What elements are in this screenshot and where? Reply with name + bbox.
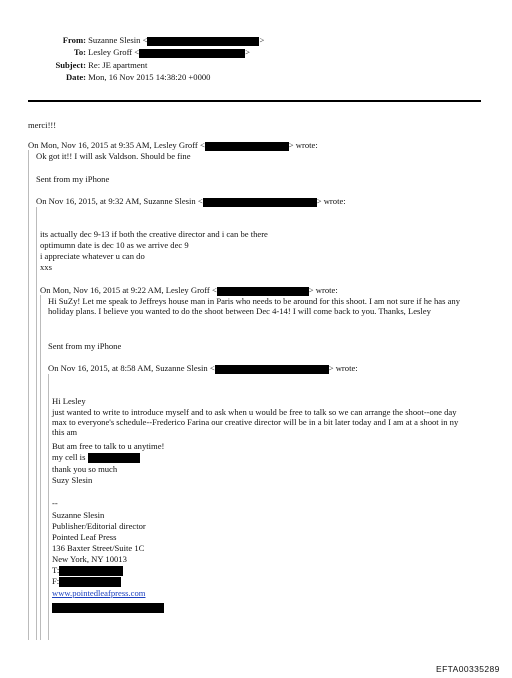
reply-text: merci!!! (28, 120, 57, 130)
redaction-block (59, 566, 123, 576)
quote-4-name: Suzy Slesin (52, 475, 93, 485)
quote-4-greeting: Hi Lesley (52, 396, 86, 406)
quote-header-3-text: On Mon, Nov 16, 2015 at 9:22 AM, Lesley Groff < (40, 285, 217, 295)
quote-bar-1 (28, 150, 29, 640)
redaction-block (139, 49, 245, 58)
header-subject-row (40, 60, 147, 70)
phone-label: T: (52, 565, 60, 575)
quote-header-4 (48, 363, 358, 374)
header-from-row (40, 35, 264, 46)
close-bracket: > (245, 47, 250, 57)
signature-address-1: 136 Baxter Street/Suite 1C (52, 543, 145, 553)
quote-bar-3 (40, 295, 41, 640)
quote-4-thanks: thank you so much (52, 464, 118, 474)
signature-dash: -- (52, 498, 58, 508)
quote-bar-2 (36, 207, 37, 640)
redaction-block (88, 453, 140, 463)
quote-2-line-1: its actually dec 9-13 if both the creative director and i can be there (40, 229, 268, 239)
quote-2-line-2: optimumn date is dec 10 as we arrive dec 9 (40, 240, 189, 250)
header-date-row (40, 72, 210, 82)
quote-bar-4 (48, 374, 49, 640)
from-label: From: (62, 35, 86, 45)
subject-label: Subject: (55, 60, 86, 70)
redaction-block (215, 365, 329, 374)
signature-title: Publisher/Editorial director (52, 521, 146, 531)
cell-label: my cell is (52, 452, 86, 462)
signature-name: Suzanne Slesin (52, 510, 105, 520)
quote-1-sent: Sent from my iPhone (36, 174, 110, 184)
redaction-block (52, 603, 164, 613)
quote-2-line-3: i appreciate whatever u can do (40, 251, 145, 261)
quote-header-2-suffix: > wrote: (316, 196, 346, 206)
header-to-row (40, 47, 250, 58)
quote-header-2-text: On Nov 16, 2015, at 9:32 AM, Suzanne Slesin < (36, 196, 203, 206)
redaction-block (147, 37, 259, 46)
quote-4-paragraph: just wanted to write to introduce myself and to ask when u would be free to talk so we can arrange the shoot--one day max to everyone's schedule--Frederico Farina our creative director will be in a bit later today and I am at a shoot in ny this am (52, 407, 459, 437)
quote-header-1 (28, 140, 318, 151)
quote-header-4-suffix: > wrote: (328, 363, 358, 373)
signature-website[interactable] (52, 588, 145, 598)
redaction-block (205, 142, 289, 151)
quote-3-paragraph: Hi SuZy! Let me speak to Jeffreys house man in Paris who needs to be around for this shoot. I am not sure if he has any holiday plans. I believe you wanted to do the shoot between Dec 4-14! I will come back to you. Thanks, Lesley (48, 296, 461, 316)
signature-fax (52, 576, 121, 587)
subject-value: Re: JE apartment (88, 60, 148, 70)
quote-header-1-text: On Mon, Nov 16, 2015 at 9:35 AM, Lesley Groff < (28, 140, 205, 150)
close-bracket: > (259, 35, 265, 45)
signature-address-2: New York, NY 10013 (52, 554, 127, 564)
redaction-block (203, 198, 317, 207)
quote-2-line-4: xxs (40, 262, 52, 272)
fax-label: F: (52, 576, 60, 586)
signature-company: Pointed Leaf Press (52, 532, 117, 542)
redaction-block (217, 287, 309, 296)
website-link[interactable]: www.pointedleafpress.com (52, 588, 146, 598)
quote-header-1-suffix: > wrote: (288, 140, 318, 150)
from-value: Suzanne Slesin < (88, 35, 148, 45)
quote-header-3 (40, 285, 338, 296)
quote-4-cell (52, 452, 140, 463)
to-label: To: (73, 47, 86, 57)
signature-phone (52, 565, 123, 576)
date-label: Date: (65, 72, 86, 82)
quote-header-4-text: On Nov 16, 2015, at 8:58 AM, Suzanne Slesin < (48, 363, 215, 373)
quote-4-free: But am free to talk to u anytime! (52, 441, 165, 451)
quote-header-2 (36, 196, 346, 207)
date-value: Mon, 16 Nov 2015 14:38:20 +0000 (88, 72, 211, 82)
redaction-block (59, 577, 121, 587)
signature-redaction (52, 599, 164, 617)
quote-1-line: Ok got it!! I will ask Valdson. Should be fine (36, 151, 191, 161)
header-divider (28, 100, 481, 102)
quote-header-3-suffix: > wrote: (308, 285, 338, 295)
document-id: EFTA00335289 (436, 664, 500, 674)
quote-3-sent: Sent from my iPhone (48, 341, 122, 351)
to-value: Lesley Groff < (88, 47, 140, 57)
